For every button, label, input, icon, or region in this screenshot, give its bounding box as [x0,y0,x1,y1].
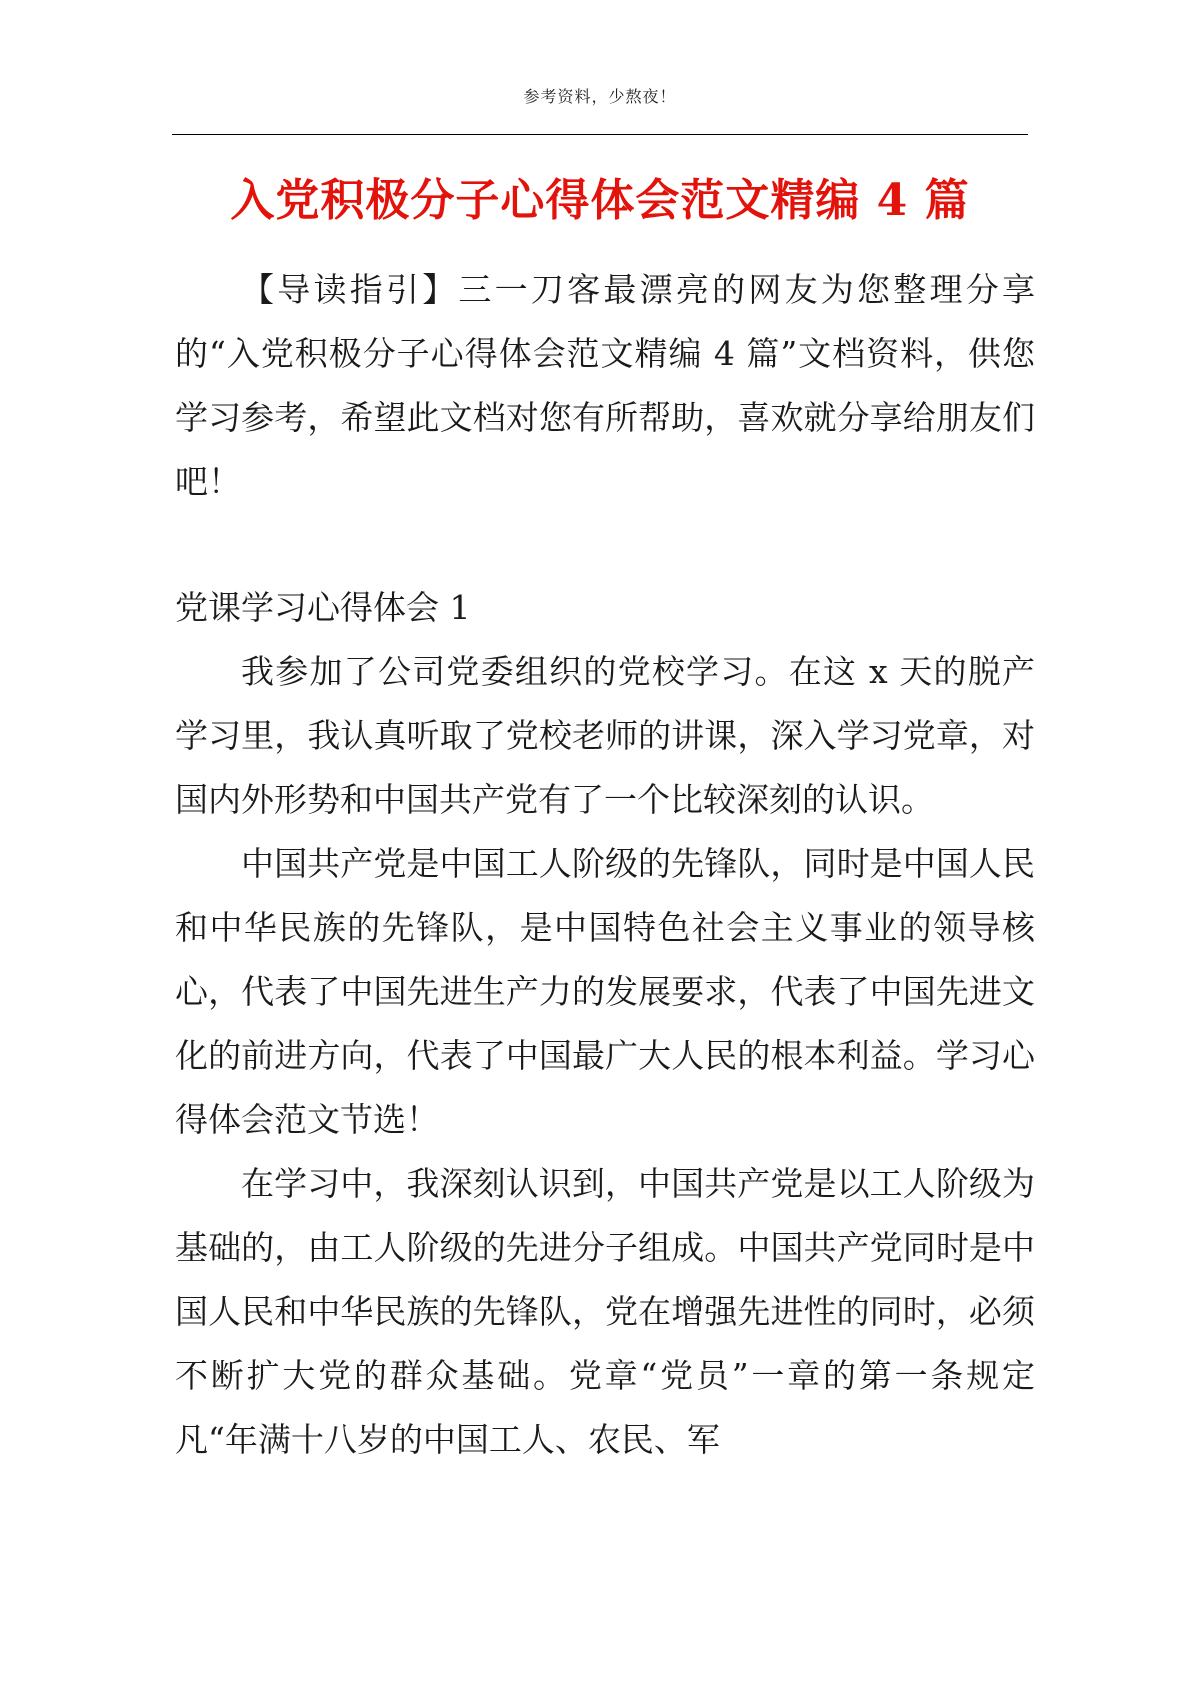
body-paragraph: 我参加了公司党委组织的党校学习。在这 x 天的脱产学习里，我认真听取了党校老师的讲课，深入学习党章，对国内外形势和中国共产党有了一个比较深刻的认识。 [175,652,1035,819]
header-divider [172,134,1028,135]
intro-paragraph: 【导读指引】三一刀客最漂亮的网友为您整理分享的“入党积极分子心得体会范文精编 4 篇”文档资料，供您学习参考，希望此文档对您有所帮助，喜欢就分享给朋友们吧！ [175,270,1035,501]
section-heading: 党课学习心得体会 1 [175,588,471,627]
document-body [175,258,1035,1472]
body-paragraph: 在学习中，我深刻认识到，中国共产党是以工人阶级为基础的，由工人阶级的先进分子组成。中国共产党同时是中国人民和中华民族的先锋队，党在增强先进性的同时，必须不断扩大党的群众基础。党章“党员”一章的第一条规定凡“年满十八岁的中国工人、农民、军 [175,1164,1035,1459]
body-paragraph: 中国共产党是中国工人阶级的先锋队，同时是中国人民和中华民族的先锋队，是中国特色社会主义事业的领导核心，代表了中国先进生产力的发展要求，代表了中国先进文化的前进方向，代表了中国最广大人民的根本利益。学习心得体会范文节选！ [175,844,1035,1139]
document-title: 入党积极分子心得体会范文精编 4 篇 [230,175,970,227]
header-note: 参考资料，少熬夜！ [523,87,677,106]
